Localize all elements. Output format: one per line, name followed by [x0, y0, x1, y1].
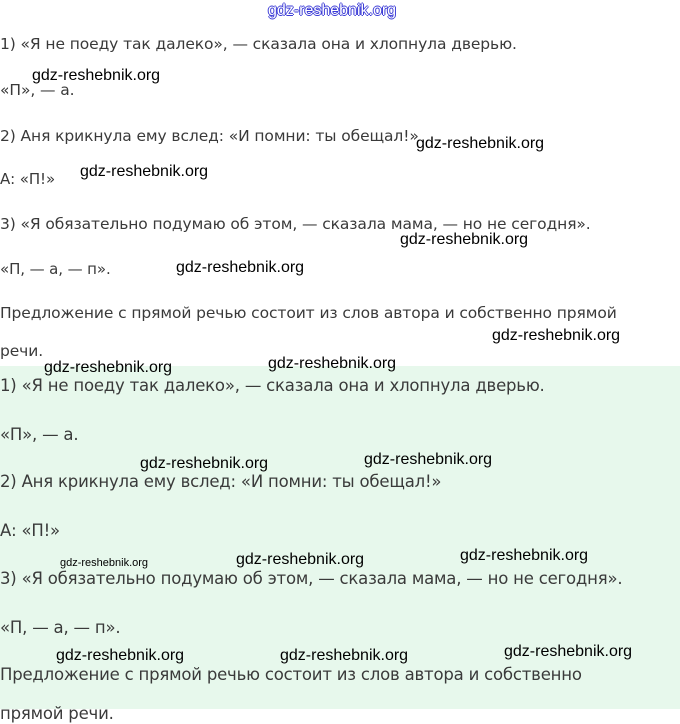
text-line: Предложение с прямой речью состоит из слов автора и собственно прямой — [0, 304, 617, 322]
text-line: «П, — а, — п». — [0, 260, 111, 278]
watermark: gdz-reshebnik.org — [280, 647, 409, 664]
text-line: А: «П!» — [0, 521, 60, 540]
watermark: gdz-reshebnik.org — [56, 647, 185, 664]
watermark: gdz-reshebnik.org — [400, 231, 529, 248]
text-line: речи. — [0, 342, 44, 360]
watermark: gdz-reshebnik.org — [236, 551, 365, 568]
watermark: gdz-reshebnik.org — [140, 455, 269, 472]
text-line: 3) «Я обязательно подумаю об этом, — сказала мама, — но не сегодня». — [0, 569, 623, 588]
watermark: gdz-reshebnik.org — [32, 67, 161, 84]
watermark: gdz-reshebnik.org — [492, 327, 621, 344]
text-line: А: «П!» — [0, 170, 56, 188]
watermark: gdz-reshebnik.org — [504, 643, 633, 660]
header-watermark: gdz-reshebnik.org — [268, 2, 397, 19]
text-line: 1) «Я не поеду так далеко», — сказала она и хлопнула дверью. — [0, 35, 517, 53]
text-line: 2) Аня крикнула ему вслед: «И помни: ты обещал!» — [0, 127, 419, 145]
watermark: gdz-reshebnik.org — [44, 359, 173, 376]
text-line: «П», — а. — [0, 81, 75, 99]
watermark: gdz-reshebnik.org — [416, 135, 545, 152]
text-line: «П, — а, — п». — [0, 618, 121, 637]
text-line: прямой речи. — [0, 704, 114, 723]
text-line: 2) Аня крикнула ему вслед: «И помни: ты обещал!» — [0, 472, 442, 491]
watermark: gdz-reshebnik.org — [176, 259, 305, 276]
watermark: gdz-reshebnik.org — [364, 451, 493, 468]
text-line: 3) «Я обязательно подумаю об этом, — сказала мама, — но не сегодня». — [0, 215, 591, 233]
watermark: gdz-reshebnik.org — [268, 355, 397, 372]
text-line: 1) «Я не поеду так далеко», — сказала она и хлопнула дверью. — [0, 376, 545, 395]
watermark: gdz-reshebnik.org — [60, 557, 149, 569]
watermark: gdz-reshebnik.org — [80, 163, 209, 180]
text-line: «П», — а. — [0, 425, 79, 444]
watermark: gdz-reshebnik.org — [460, 547, 589, 564]
text-line: Предложение с прямой речью состоит из слов автора и собственно — [0, 665, 582, 684]
